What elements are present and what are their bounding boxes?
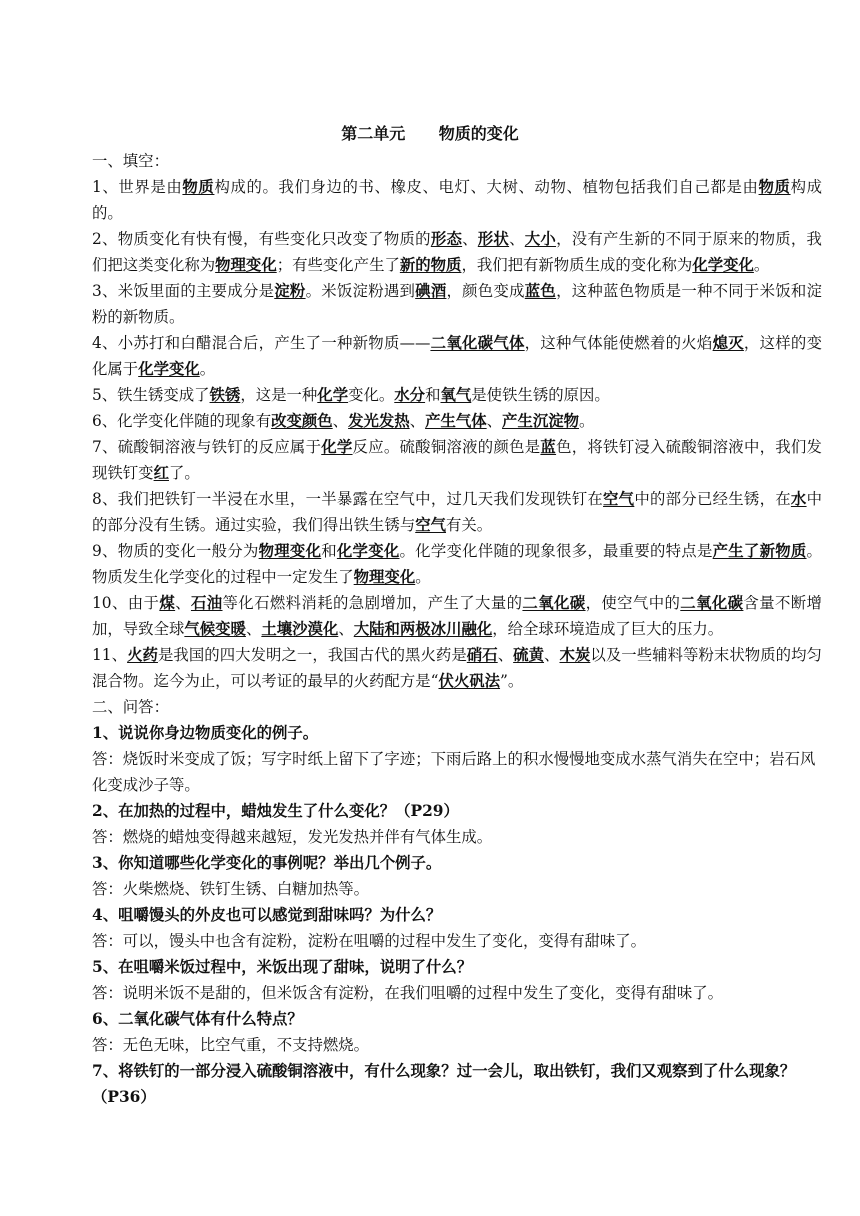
fill-answer: 新的物质 bbox=[399, 256, 462, 274]
fill-answer: 物质 bbox=[758, 178, 791, 196]
answer: 答：烧饭时米变成了饭；写字时纸上留下了字迹；下雨后路上的积水慢慢地变成水蒸气消失在空中；岩石风化变成沙子等。 bbox=[92, 750, 816, 794]
fill-text: 等化石燃料消耗的急剧增加，产生了大量的 bbox=[222, 594, 523, 612]
fill-answer: 化学 bbox=[317, 386, 349, 404]
fill-answer: 化学 bbox=[321, 438, 353, 456]
fill-text: ，使空气中的 bbox=[585, 594, 681, 612]
fill-item bbox=[92, 434, 822, 486]
fill-text: ，我们把有新物质生成的变化称为 bbox=[461, 256, 693, 274]
fill-in-list bbox=[92, 174, 822, 694]
fill-text: ，这种蓝色物质是一种不同于米饭和淀粉的新物质。 bbox=[92, 282, 822, 326]
fill-text: 有关。 bbox=[446, 516, 493, 534]
fill-text: 8、我们把铁钉一半浸在水里，一半暴露在空气中，过几天我们发现铁钉在 bbox=[92, 490, 604, 508]
fill-text: ，给全球环境造成了巨大的压力。 bbox=[492, 620, 724, 638]
fill-text: 3、米饭里面的主要成分是 bbox=[92, 282, 275, 300]
qa-section-heading: 二、问答： bbox=[92, 698, 169, 716]
fill-answer: 水分 bbox=[394, 386, 426, 404]
answer: 答：燃烧的蜡烛变得越来越短，发光发热并伴有气体生成。 bbox=[92, 828, 493, 846]
fill-text: 、 bbox=[175, 594, 191, 612]
fill-text: 、 bbox=[332, 412, 349, 430]
page-title: 第二单元 物质的变化 bbox=[341, 124, 519, 143]
fill-answer: 煤 bbox=[159, 594, 176, 612]
fill-answer: 二氧化碳 bbox=[522, 594, 586, 612]
fill-answer: 二氧化碳气体 bbox=[430, 334, 525, 352]
question: 5、在咀嚼米饭过程中，米饭出现了甜味，说明了什么？ bbox=[92, 958, 473, 976]
fill-item bbox=[92, 590, 822, 642]
fill-text: 。 bbox=[415, 568, 431, 586]
fill-answer: 熄灭 bbox=[712, 334, 744, 352]
fill-text: 11、 bbox=[92, 646, 128, 664]
fill-answer: 蓝 bbox=[540, 438, 557, 456]
fill-answer: 物理变化 bbox=[353, 568, 416, 586]
fill-text: 构成的。我们身边的书、橡皮、电灯、大树、动物、植物包括我们自己都是由 bbox=[214, 178, 759, 196]
fill-text: 以及一些辅料等粉末状物质的均匀混合物。迄今为止，可以考证的最早的火药配方是“ bbox=[92, 646, 822, 690]
fill-answer: 发光发热 bbox=[348, 412, 410, 430]
fill-item bbox=[92, 538, 822, 590]
fill-text: 5、铁生锈变成了 bbox=[92, 386, 210, 404]
fill-answer: 红 bbox=[153, 464, 169, 482]
fill-text: 。 bbox=[753, 256, 770, 274]
answer: 答：火柴燃烧、铁钉生锈、白糖加热等。 bbox=[92, 880, 370, 898]
fill-text: 、 bbox=[409, 412, 426, 430]
fill-item bbox=[92, 278, 822, 330]
fill-answer: 化学变化 bbox=[336, 542, 400, 560]
fill-item bbox=[92, 408, 822, 434]
fill-answer: 硝石 bbox=[466, 646, 498, 664]
fill-answer: 蓝色 bbox=[524, 282, 557, 300]
fill-text: 、 bbox=[245, 620, 262, 638]
fill-text: 10、由于 bbox=[92, 594, 160, 612]
fill-answer: 木炭 bbox=[559, 646, 591, 664]
fill-answer: 氧气 bbox=[440, 386, 472, 404]
fill-text: 。化学变化伴随的现象很多，最重要的特点是 bbox=[399, 542, 713, 560]
fill-text: 。 bbox=[199, 360, 216, 378]
fill-answer: 化学变化 bbox=[692, 256, 754, 274]
fill-text: 4、小苏打和白醋混合后，产生了一种新物质—— bbox=[92, 334, 431, 352]
fill-text: 色，将铁钉浸入硫酸铜溶液中，我们发现铁钉变 bbox=[92, 438, 822, 482]
answer: 答：可以，馒头中也含有淀粉，淀粉在咀嚼的过程中发生了变化，变得有甜味了。 bbox=[92, 932, 647, 950]
fill-text: 7、硫酸铜溶液与铁钉的反应属于 bbox=[92, 438, 322, 456]
fill-answer: 物质 bbox=[182, 178, 215, 196]
fill-text: ；有些变化产生了 bbox=[276, 256, 400, 274]
fill-text: ，这样的变化属于 bbox=[92, 334, 822, 378]
fill-text: 9、物质的变化一般分为 bbox=[92, 542, 259, 560]
fill-text: 。 bbox=[579, 412, 595, 430]
fill-answer: 形状 bbox=[477, 230, 510, 248]
fill-text: 变化。 bbox=[348, 386, 395, 404]
fill-text: 含量不断增加，导致全球 bbox=[92, 594, 822, 638]
question: 3、你知道哪些化学变化的事例呢？举出几个例子。 bbox=[92, 854, 442, 872]
fill-text: 6、化学变化伴随的现象有 bbox=[92, 412, 272, 430]
fill-answer: 形态 bbox=[430, 230, 463, 248]
question: 4、咀嚼馒头的外皮也可以感觉到甜味吗？为什么？ bbox=[92, 906, 442, 924]
fill-text: ，这种气体能使燃着的火焰 bbox=[524, 334, 713, 352]
fill-text: ，没有产生新的不同于原来的物质，我们把这类变化称为 bbox=[92, 230, 822, 274]
fill-answer: 水 bbox=[790, 490, 807, 508]
fill-answer: 物理变化 bbox=[215, 256, 277, 274]
fill-text: 。米饭淀粉遇到 bbox=[305, 282, 416, 300]
fill-text: 和 bbox=[321, 542, 337, 560]
fill-item bbox=[92, 330, 822, 382]
fill-text: 。物质发生化学变化的过程中一定发生了 bbox=[92, 542, 822, 586]
fill-answer: 石油 bbox=[190, 594, 223, 612]
fill-text: 、 bbox=[486, 412, 503, 430]
fill-answer: 淀粉 bbox=[274, 282, 306, 300]
fill-text: 、 bbox=[338, 620, 354, 638]
fill-text: ，颜色变成 bbox=[446, 282, 525, 300]
fill-text: 和 bbox=[425, 386, 441, 404]
answer: 答：无色无味，比空气重，不支持燃烧。 bbox=[92, 1036, 370, 1054]
fill-answer: 伏火矾法 bbox=[438, 672, 501, 690]
answer: 答：说明米饭不是甜的，但米饭含有淀粉，在我们咀嚼的过程中发生了变化，变得有甜味了。 bbox=[92, 984, 724, 1002]
fill-text: 中的部分已经生锈，在 bbox=[634, 490, 791, 508]
fill-text: ”。 bbox=[500, 672, 524, 690]
fill-text: ，这是一种 bbox=[240, 386, 318, 404]
fill-answer: 空气 bbox=[415, 516, 447, 534]
fill-text: 、 bbox=[509, 230, 525, 248]
fill-answer: 物理变化 bbox=[258, 542, 322, 560]
fill-text: 2、物质变化有快有慢，有些变化只改变了物质的 bbox=[92, 230, 431, 248]
fill-text: 反应。硫酸铜溶液的颜色是 bbox=[352, 438, 541, 456]
fill-item bbox=[92, 226, 822, 278]
fill-text: 1、世界是由 bbox=[92, 178, 183, 196]
fill-answer: 土壤沙漠化 bbox=[261, 620, 339, 638]
qa-list bbox=[92, 720, 822, 1110]
fill-text: 了。 bbox=[168, 464, 200, 482]
fill-answer: 二氧化碳 bbox=[680, 594, 744, 612]
question: 2、在加热的过程中，蜡烛发生了什么变化？（P29） bbox=[92, 802, 459, 820]
fill-answer: 硫黄 bbox=[513, 646, 545, 664]
fill-text: 、 bbox=[497, 646, 514, 664]
fill-answer: 火药 bbox=[127, 646, 158, 664]
fill-answer: 铁锈 bbox=[209, 386, 241, 404]
question: 1、说说你身边物质变化的例子。 bbox=[92, 724, 319, 742]
fill-text: 构成的。 bbox=[92, 178, 822, 222]
fill-answer: 空气 bbox=[603, 490, 635, 508]
document-body bbox=[92, 148, 822, 1110]
fill-answer: 改变颜色 bbox=[271, 412, 333, 430]
fill-answer: 气候变暖 bbox=[184, 620, 246, 638]
fill-answer: 大陆和两极冰川融化 bbox=[353, 620, 493, 638]
question: 7、将铁钉的一部分浸入硫酸铜溶液中，有什么现象？过一会儿，取出铁钉，我们又观察到了什么现象？（P36） bbox=[92, 1062, 796, 1106]
fill-item bbox=[92, 642, 822, 694]
fill-section-heading: 一、填空： bbox=[92, 152, 169, 170]
fill-answer: 产生了新物质 bbox=[712, 542, 807, 560]
fill-text: 、 bbox=[462, 230, 478, 248]
fill-answer: 产生气体 bbox=[425, 412, 487, 430]
fill-text: 是我国的四大发明之一，我国古代的黑火药是 bbox=[157, 646, 467, 664]
fill-text: 是使铁生锈的原因。 bbox=[471, 386, 610, 404]
fill-answer: 大小 bbox=[524, 230, 557, 248]
fill-text: 、 bbox=[544, 646, 560, 664]
fill-answer: 碘酒 bbox=[415, 282, 447, 300]
question: 6、二氧化碳气体有什么特点？ bbox=[92, 1010, 303, 1028]
fill-item bbox=[92, 174, 822, 226]
fill-item bbox=[92, 382, 822, 408]
fill-answer: 产生沉淀物 bbox=[502, 412, 580, 430]
fill-item bbox=[92, 486, 822, 538]
fill-text: 中的部分没有生锈。通过实验，我们得出铁生锈与 bbox=[92, 490, 822, 534]
fill-answer: 化学变化 bbox=[138, 360, 200, 378]
